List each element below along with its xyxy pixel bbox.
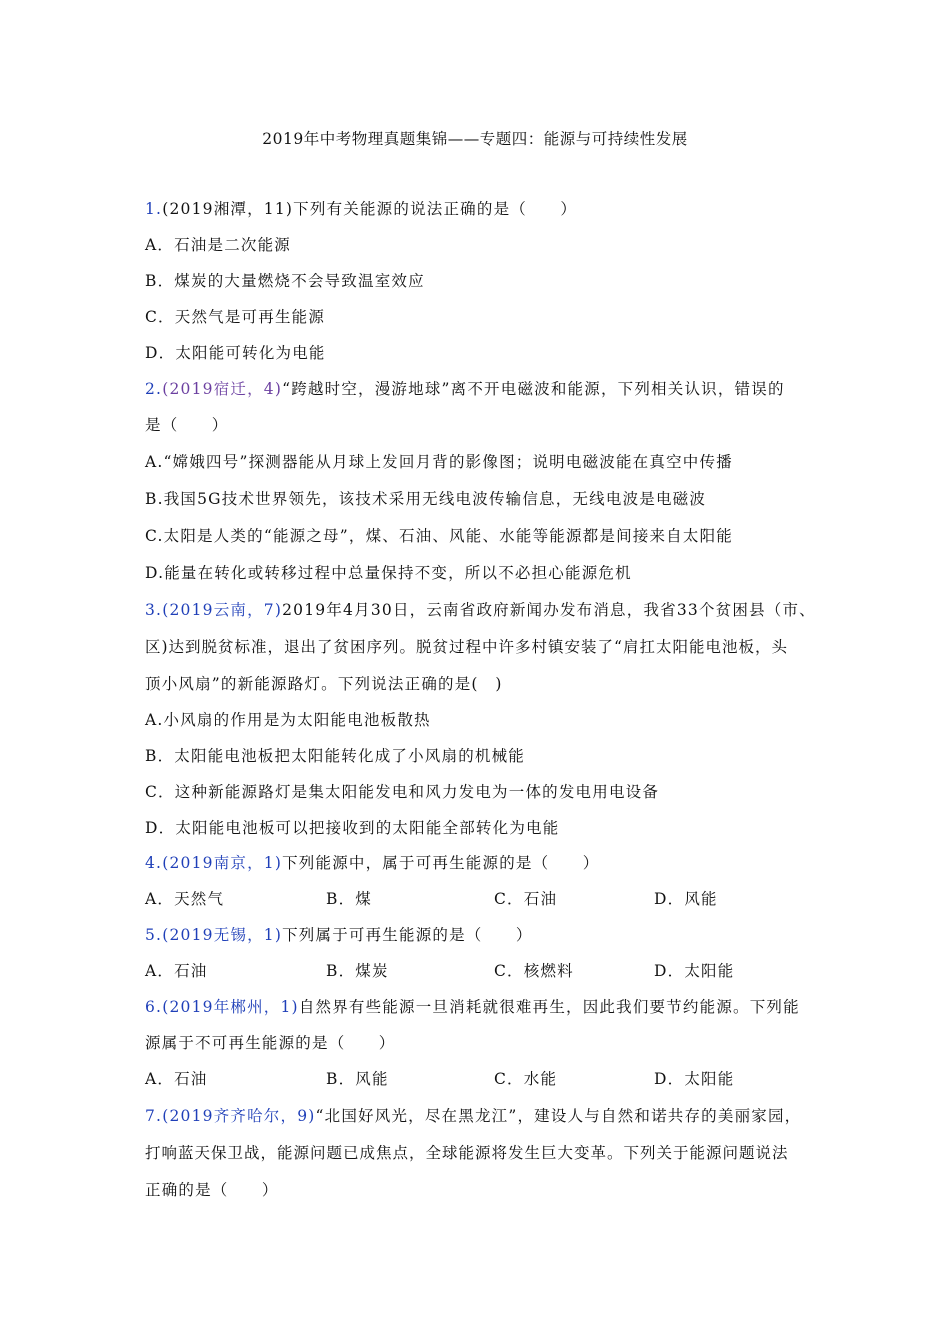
question-text-cont: 正确的是（ ） bbox=[145, 1181, 279, 1199]
option: D．风能 bbox=[654, 890, 718, 908]
option: C．石油 bbox=[494, 890, 558, 908]
question-source: (2019齐齐哈尔，9) bbox=[162, 1107, 316, 1125]
question-number: 6. bbox=[145, 998, 163, 1016]
option: C．核燃料 bbox=[494, 962, 574, 980]
question-5-stem bbox=[145, 924, 533, 946]
option: C．天然气是可再生能源 bbox=[145, 308, 326, 326]
question-text-cont: 打响蓝天保卫战，能源问题已成焦点，全球能源将发生巨大变革。下列关于能源问题说法 bbox=[145, 1144, 789, 1162]
question-text: 2019年4月30日，云南省政府新闻办发布消息，我省33个贫困县（市、 bbox=[282, 601, 816, 619]
question-number: 1. bbox=[145, 200, 163, 218]
option: D．太阳能 bbox=[654, 962, 735, 980]
option: A．石油 bbox=[145, 1070, 208, 1088]
question-text: 自然界有些能源一旦消耗就很难再生，因此我们要节约能源。下列能 bbox=[298, 998, 800, 1016]
question-text: “北国好风光，尽在黑龙江”，建设人与自然和诺共存的美丽家园， bbox=[315, 1107, 802, 1125]
question-text-cont: 源属于不可再生能源的是（ ） bbox=[145, 1034, 396, 1052]
option: D．太阳能电池板可以把接收到的太阳能全部转化为电能 bbox=[145, 819, 560, 837]
option: A．石油是二次能源 bbox=[145, 236, 291, 254]
question-source: (2019无锡，1) bbox=[162, 926, 283, 944]
question-text: 下列属于可再生能源的是（ ） bbox=[282, 926, 533, 944]
question-number: 2. bbox=[145, 380, 163, 398]
option: D．太阳能 bbox=[654, 1070, 735, 1088]
option: B．太阳能电池板把太阳能转化成了小风扇的机械能 bbox=[145, 747, 525, 765]
option: C.太阳是人类的“能源之母”，煤、石油、风能、水能等能源都是间接来自太阳能 bbox=[145, 527, 733, 545]
option: A．石油 bbox=[145, 962, 208, 980]
question-6-stem bbox=[145, 996, 800, 1018]
question-number: 5. bbox=[145, 926, 163, 944]
question-1-stem bbox=[145, 198, 577, 220]
question-7-stem bbox=[145, 1105, 801, 1127]
question-3-stem bbox=[145, 599, 816, 621]
option: D．太阳能可转化为电能 bbox=[145, 344, 326, 362]
option: A．天然气 bbox=[145, 890, 225, 908]
option: B．煤炭的大量燃烧不会导致温室效应 bbox=[145, 272, 425, 290]
question-source: (2019南京，1) bbox=[162, 854, 283, 872]
option: A.小风扇的作用是为太阳能电池板散热 bbox=[145, 711, 431, 729]
question-number: 4. bbox=[145, 854, 163, 872]
option: B．煤炭 bbox=[326, 962, 389, 980]
question-2-stem bbox=[145, 378, 785, 400]
question-text: 下列能源中，属于可再生能源的是（ ） bbox=[282, 854, 600, 872]
question-source: (2019宿迁，4) bbox=[162, 380, 283, 398]
question-text-cont: 顶小风扇”的新能源路灯。下列说法正确的是( ) bbox=[145, 675, 503, 693]
question-text: “跨越时空，漫游地球”离不开电磁波和能源，下列相关认识，错误的 bbox=[282, 380, 785, 398]
question-4-stem bbox=[145, 852, 599, 874]
option: A.“嫦娥四号”探测器能从月球上发回月背的影像图；说明电磁波能在真空中传播 bbox=[145, 453, 733, 471]
question-text-cont: 是（ ） bbox=[145, 416, 229, 434]
option: C．水能 bbox=[494, 1070, 558, 1088]
option: B．煤 bbox=[326, 890, 372, 908]
option: B．风能 bbox=[326, 1070, 389, 1088]
option: C．这种新能源路灯是集太阳能发电和风力发电为一体的发电用电设备 bbox=[145, 783, 660, 801]
option: B.我国5G技术世界领先，该技术采用无线电波传输信息，无线电波是电磁波 bbox=[145, 490, 707, 508]
question-source: (2019湘潭，11) bbox=[162, 200, 294, 218]
question-text-cont: 区)达到脱贫标准，退出了贫困序列。脱贫过程中许多村镇安装了“肩扛太阳能电池板，头 bbox=[145, 638, 788, 656]
question-number: 3. bbox=[145, 601, 163, 619]
question-number: 7. bbox=[145, 1107, 163, 1125]
question-source: (2019云南，7) bbox=[162, 601, 283, 619]
document-title: 2019年中考物理真题集锦——专题四：能源与可持续性发展 bbox=[262, 130, 688, 148]
question-text: 下列有关能源的说法正确的是（ ） bbox=[293, 200, 578, 218]
option: D.能量在转化或转移过程中总量保持不变，所以不必担心能源危机 bbox=[145, 564, 632, 582]
question-source: (2019年郴州，1) bbox=[162, 998, 299, 1016]
